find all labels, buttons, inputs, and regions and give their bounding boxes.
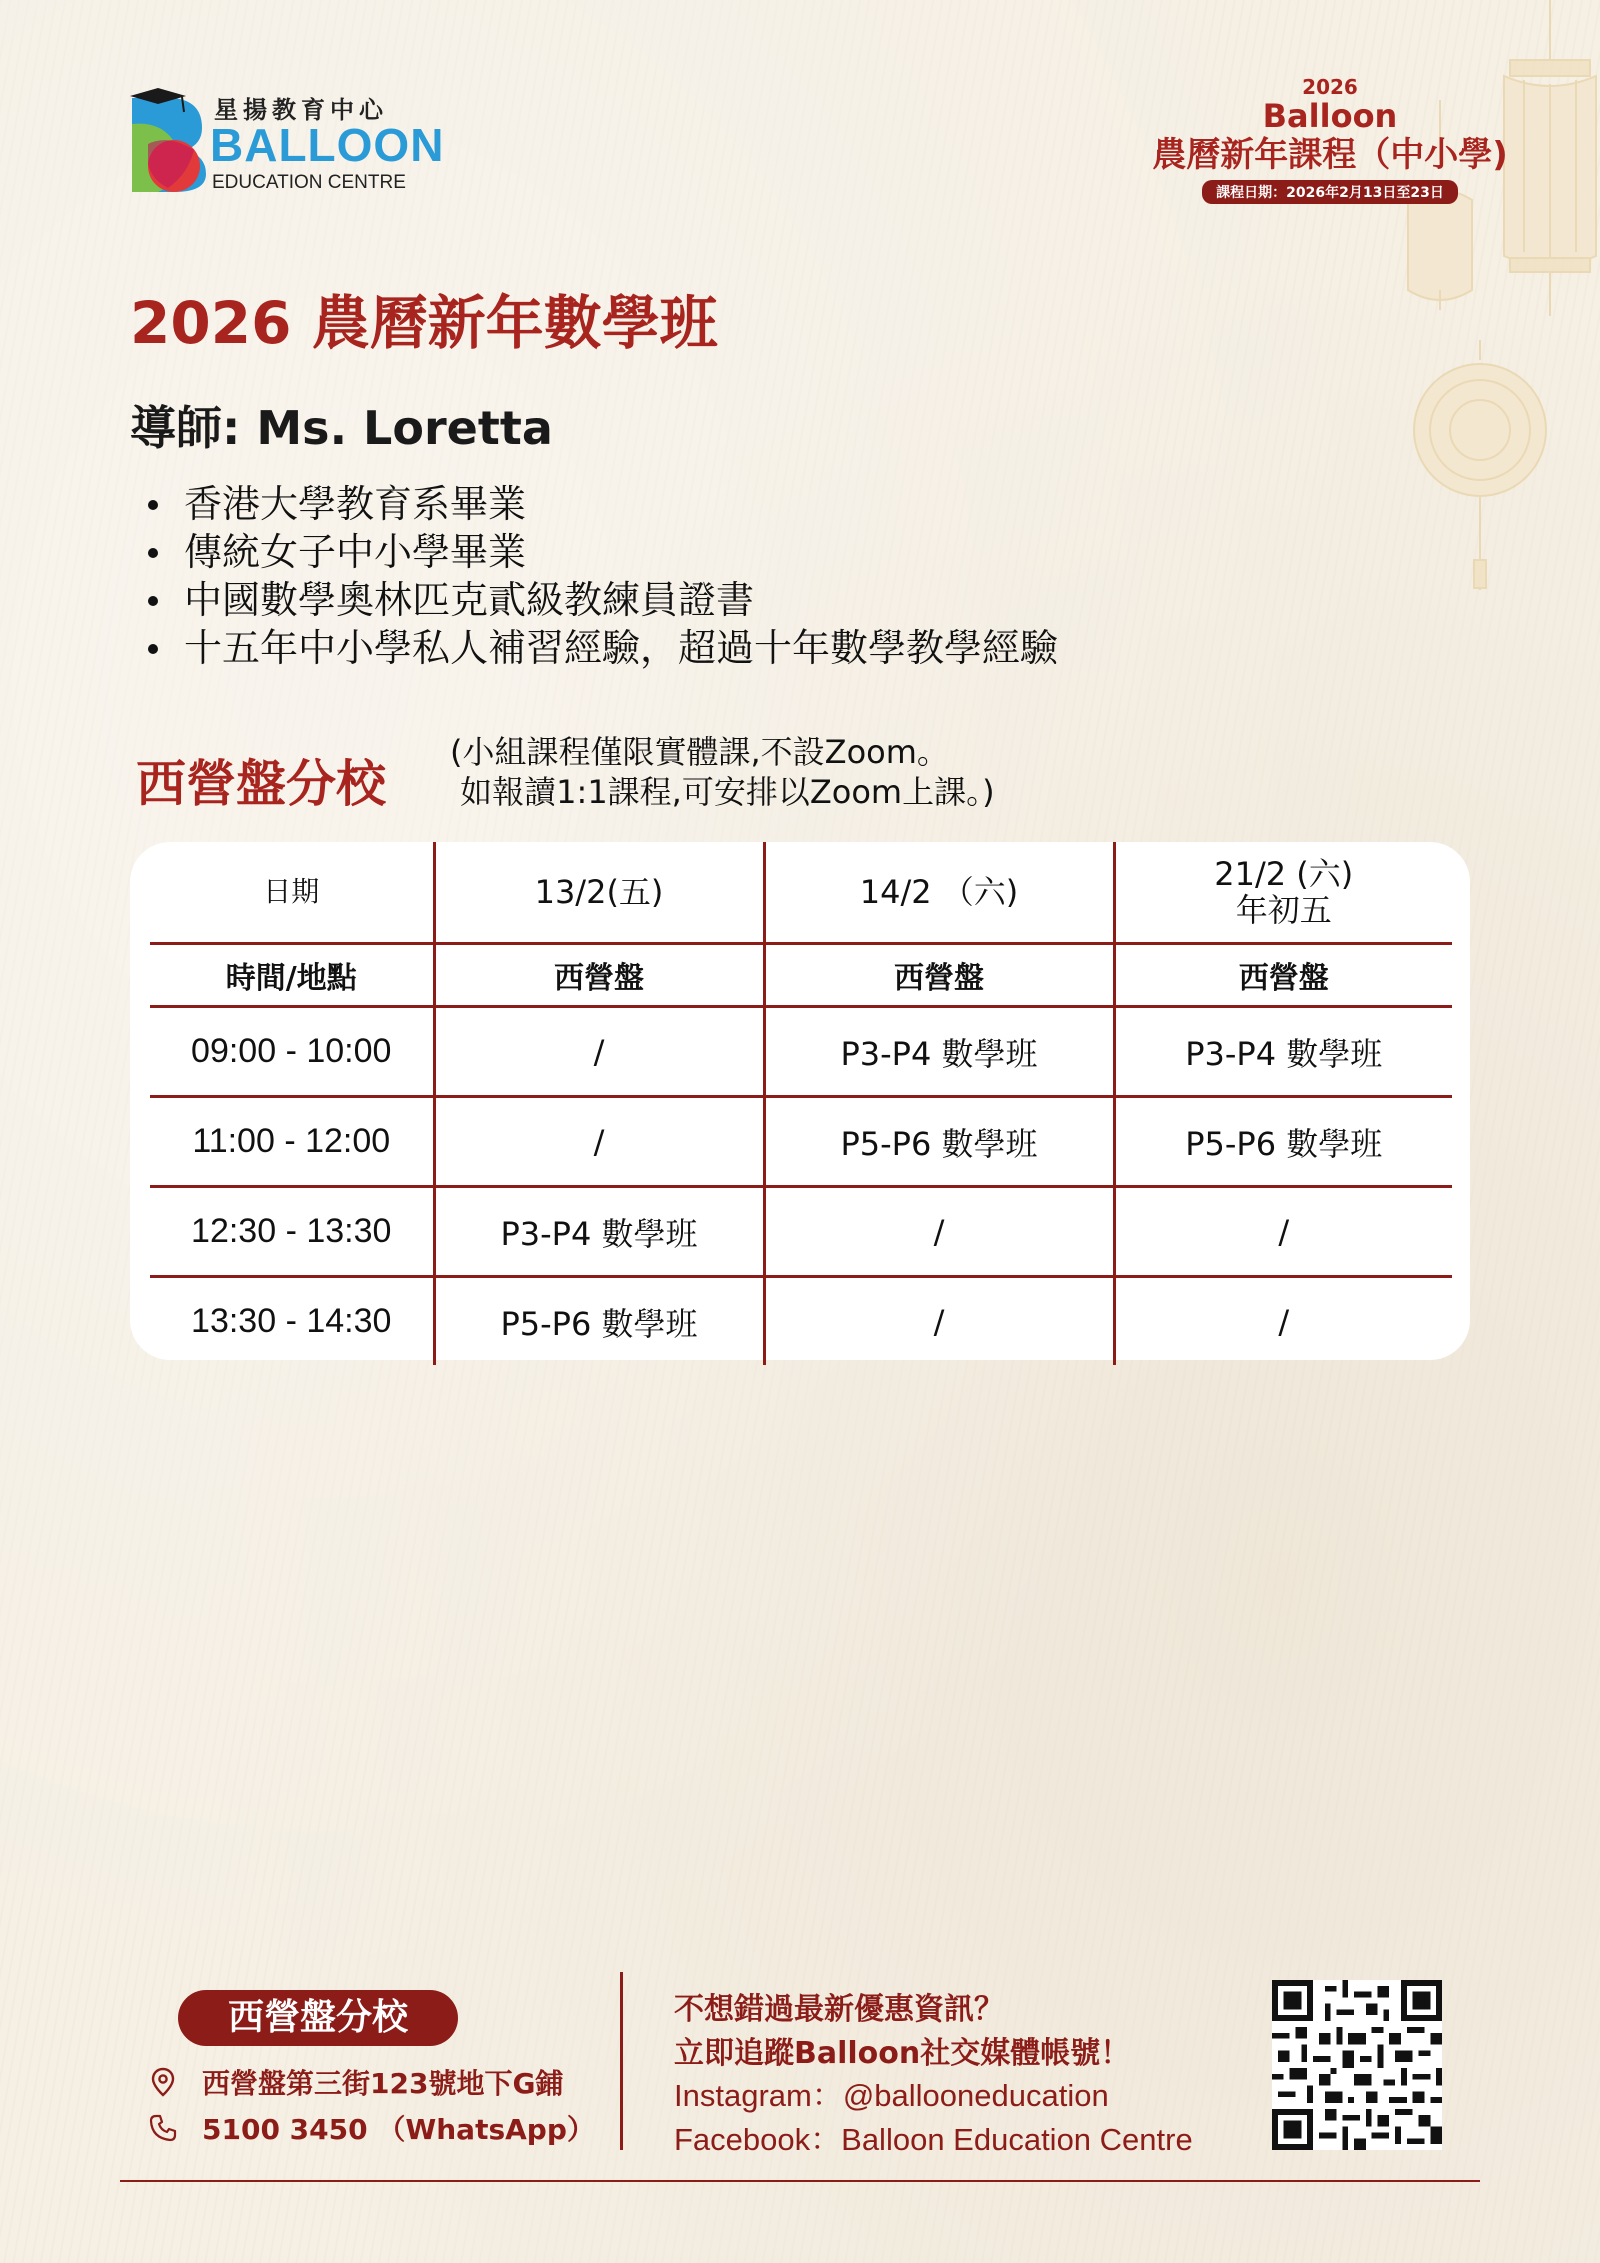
logo-mark-icon [128,84,208,194]
logo-chinese-name: 星揚教育中心 [214,96,388,124]
table-cell: / [434,1007,764,1097]
address-row [148,2062,563,2098]
timetable-card [130,842,1470,1360]
table-row [150,1187,1452,1277]
table-header-cell: 21/2 (六) 年初五 [1114,842,1452,944]
table-cell: / [764,1277,1114,1366]
table-location-row [150,944,1452,1007]
list-item: 香港大學教育系畢業 [140,480,1058,528]
facebook-link[interactable]: Facebook：Balloon Education Centre [674,2122,1193,2157]
table-cell: / [1114,1277,1452,1366]
footer-branch-badge: 西營盤分校 [178,1990,458,2046]
list-item: 十五年中小學私人補習經驗，超過十年數學教學經驗 [140,624,1058,672]
table-header-cell: 13/2(五) [434,842,764,944]
branch-title: 西營盤分校 [136,755,386,813]
badge-brand: Balloon [1262,97,1398,135]
promo-line-2: 立即追蹤Balloon社交媒體帳號！ [674,2036,1131,2071]
timetable [150,842,1452,1365]
table-cell: P5-P6 數學班 [764,1097,1114,1187]
page-title: 2026 農曆新年數學班 [130,289,718,357]
table-cell: 時間/地點 [150,944,434,1007]
phone-icon [148,2113,178,2143]
table-cell: / [434,1097,764,1187]
location-pin-icon [148,2067,178,2097]
table-row [150,1007,1452,1097]
brand-logo [128,84,458,194]
table-cell: 西營盤 [764,944,1114,1007]
badge-year: 2026 [1302,75,1358,99]
table-cell: / [1114,1187,1452,1277]
qr-code-icon[interactable] [1272,1980,1442,2150]
promo-line-1: 不想錯過最新優惠資訊？ [674,1992,1004,2027]
time-cell: 13:30 - 14:30 [191,1302,392,1340]
table-cell: P3-P4 數學班 [434,1187,764,1277]
table-row [150,1277,1452,1366]
branch-note: (小組課程僅限實體課,不設Zoom。 如報讀1:1課程,可安排以Zoom上課。) [450,733,995,811]
table-row [150,1097,1452,1187]
table-header-cell: 日期 [150,842,434,944]
table-cell: P3-P4 數學班 [1114,1007,1452,1097]
list-item: 傳統女子中小學畢業 [140,528,1058,576]
qualification-list [140,480,1058,672]
instagram-link[interactable]: Instagram：@ballooneducation [674,2078,1109,2113]
table-cell: P3-P4 數學班 [764,1007,1114,1097]
table-cell: 西營盤 [1114,944,1452,1007]
phone-row [148,2108,595,2144]
time-cell: 09:00 - 10:00 [150,1007,434,1097]
table-header-cell: 14/2 （六) [764,842,1114,944]
tutor-name: 導師: Ms. Loretta [130,401,553,455]
badge-title: 農曆新年課程（中小學) [1152,135,1508,175]
course-badge [1110,76,1550,216]
phone-text[interactable]: 5100 3450 （WhatsApp） [202,2113,595,2146]
time-cell: 12:30 - 13:30 [150,1187,434,1277]
logo-english-name: BALLOON [210,119,445,171]
address-text: 西營盤第三街123號地下G鋪 [202,2067,564,2100]
table-cell: P5-P6 數學班 [434,1277,764,1366]
table-cell: P5-P6 數學班 [1114,1097,1452,1187]
list-item: 中國數學奧林匹克貳級教練員證書 [140,576,1058,624]
table-cell: 西營盤 [434,944,764,1007]
badge-dates: 課程日期：2026年2月13日至23日 [1202,180,1458,204]
time-cell: 11:00 - 12:00 [150,1097,434,1187]
footer-divider [620,1972,623,2150]
bottom-divider [120,2180,1480,2182]
table-cell: / [764,1187,1114,1277]
logo-subtitle: EDUCATION CENTRE [212,172,406,193]
table-header-row [150,842,1452,944]
